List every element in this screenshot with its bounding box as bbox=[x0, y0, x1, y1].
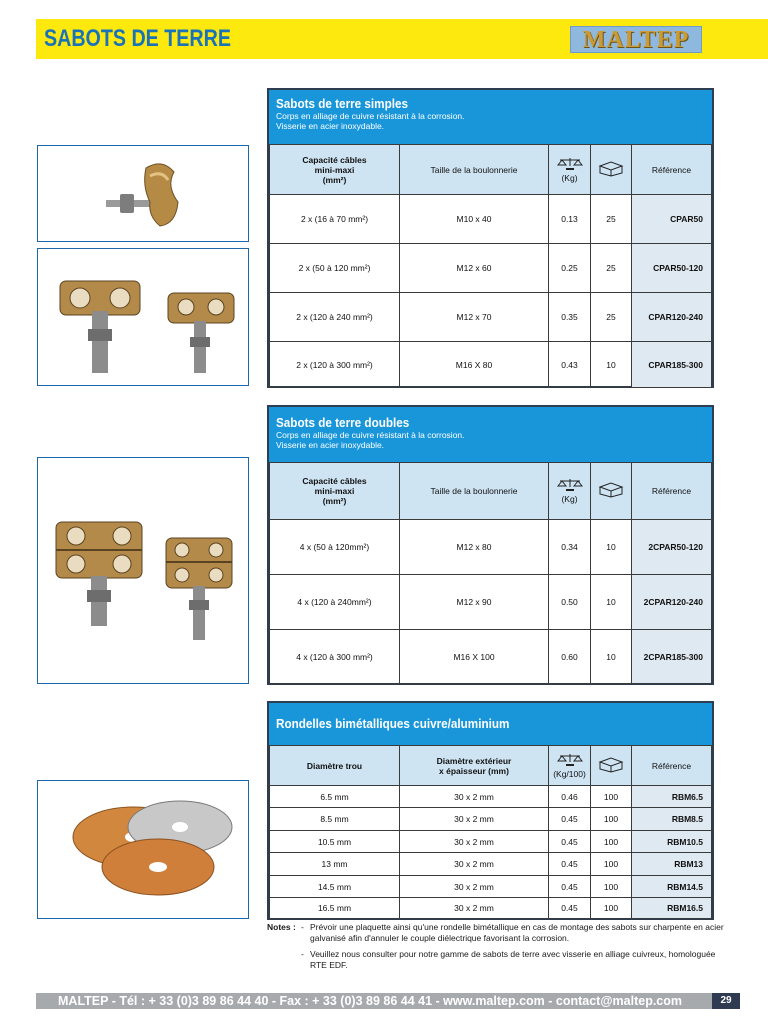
column-header-reference: Référence bbox=[632, 746, 712, 786]
notes-label: Notes : bbox=[267, 922, 296, 932]
column-header-capacite: Capacité câbles mini-maxi (mm²) bbox=[270, 145, 400, 195]
panel-title: Sabots de terre simples bbox=[276, 96, 409, 111]
page-number: 29 bbox=[712, 993, 740, 1009]
photo-sabot-double-pair bbox=[37, 457, 249, 684]
photo-sabot-simple-small bbox=[37, 145, 249, 242]
note-item: - Prévoir une plaquette ainsi qu'une rondelle bimétallique en cas de montage des sabots sur charpente en acier galvanisé afin d'annuler le couple diélectrique favorisant la corrosion. bbox=[301, 922, 727, 943]
scale-icon bbox=[557, 753, 583, 767]
box-icon bbox=[598, 161, 624, 177]
column-header-boulonnerie: Taille de la boulonnerie bbox=[400, 145, 549, 195]
notes bbox=[267, 922, 727, 976]
panel-description: Corps en alliage de cuivre résistant à la corrosion. bbox=[276, 111, 465, 121]
footer-contact-text: MALTEP - Tél : + 33 (0)3 89 86 44 40 - Fax : + 33 (0)3 89 86 44 41 - www.maltep.com - contact@maltep.com bbox=[58, 994, 682, 1008]
column-header-poids: (Kg) bbox=[549, 463, 591, 520]
table-row: 6.5 mm 30 x 2 mm 0.46 100 RBM6.5 bbox=[270, 786, 712, 808]
table-row: 16.5 mm 30 x 2 mm 0.45 100 RBM16.5 bbox=[270, 898, 712, 919]
panel-sabots-simples bbox=[267, 88, 714, 388]
panel-rondelles bbox=[267, 701, 714, 920]
box-icon bbox=[598, 482, 624, 498]
table-row: 4 x (50 à 120mm²) M12 x 80 0.34 10 2CPAR50-120 bbox=[270, 520, 712, 575]
column-header-poids: (Kg/100) bbox=[549, 746, 591, 786]
box-icon bbox=[598, 757, 624, 773]
column-header-boulonnerie: Taille de la boulonnerie bbox=[400, 463, 549, 520]
panel-header bbox=[269, 407, 712, 462]
table-row: 2 x (120 à 300 mm²) M16 X 80 0.43 10 CPAR185-300 bbox=[270, 342, 712, 388]
column-header-reference: Référence bbox=[632, 145, 712, 195]
table-row: 2 x (16 à 70 mm²) M10 x 40 0.13 25 CPAR50 bbox=[270, 195, 712, 244]
table-row: 2 x (50 à 120 mm²) M12 x 60 0.25 25 CPAR50-120 bbox=[270, 244, 712, 293]
table-row: 4 x (120 à 240mm²) M12 x 90 0.50 10 2CPAR120-240 bbox=[270, 575, 712, 630]
column-header-conditionnement bbox=[591, 746, 632, 786]
page-title: SABOTS DE TERRE bbox=[44, 25, 231, 52]
maltep-logo: MALTEP bbox=[570, 26, 702, 53]
table-row: 8.5 mm 30 x 2 mm 0.45 100 RBM8.5 bbox=[270, 808, 712, 831]
note-item: - Veuillez nous consulter pour notre gamme de sabots de terre avec visserie en alliage cuivreux, homologuée RTE EDF. bbox=[301, 949, 727, 970]
panel-description: Visserie en acier inoxydable. bbox=[276, 440, 385, 450]
scale-icon bbox=[557, 478, 583, 492]
table-rondelles bbox=[269, 745, 712, 919]
panel-title: Rondelles bimétalliques cuivre/aluminium bbox=[276, 716, 510, 731]
panel-header bbox=[269, 703, 712, 745]
photo-sabot-simple-pair bbox=[37, 248, 249, 386]
table-row: 13 mm 30 x 2 mm 0.45 100 RBM13 bbox=[270, 853, 712, 876]
panel-description: Visserie en acier inoxydable. bbox=[276, 121, 385, 131]
table-row: 14.5 mm 30 x 2 mm 0.45 100 RBM14.5 bbox=[270, 876, 712, 898]
column-header-conditionnement bbox=[591, 145, 632, 195]
table-sabots-simples bbox=[269, 144, 712, 388]
table-row: 4 x (120 à 300 mm²) M16 X 100 0.60 10 2CPAR185-300 bbox=[270, 630, 712, 684]
table-row: 10.5 mm 30 x 2 mm 0.45 100 RBM10.5 bbox=[270, 831, 712, 853]
scale-icon bbox=[557, 157, 583, 171]
footer-contact-bar bbox=[36, 993, 712, 1009]
table-row: 2 x (120 à 240 mm²) M12 x 70 0.35 25 CPAR120-240 bbox=[270, 293, 712, 342]
column-header-poids: (Kg) bbox=[549, 145, 591, 195]
column-header-capacite: Capacité câbles mini-maxi (mm²) bbox=[270, 463, 400, 520]
panel-header bbox=[269, 90, 712, 144]
column-header-conditionnement bbox=[591, 463, 632, 520]
table-sabots-doubles bbox=[269, 462, 712, 684]
column-header-diametre-exterieur: Diamètre extérieur x épaisseur (mm) bbox=[400, 746, 549, 786]
panel-title: Sabots de terre doubles bbox=[276, 415, 410, 430]
column-header-diametre-trou: Diamètre trou bbox=[270, 746, 400, 786]
panel-description: Corps en alliage de cuivre résistant à la corrosion. bbox=[276, 430, 465, 440]
photo-rondelles bbox=[37, 780, 249, 919]
panel-sabots-doubles bbox=[267, 405, 714, 685]
column-header-reference: Référence bbox=[632, 463, 712, 520]
